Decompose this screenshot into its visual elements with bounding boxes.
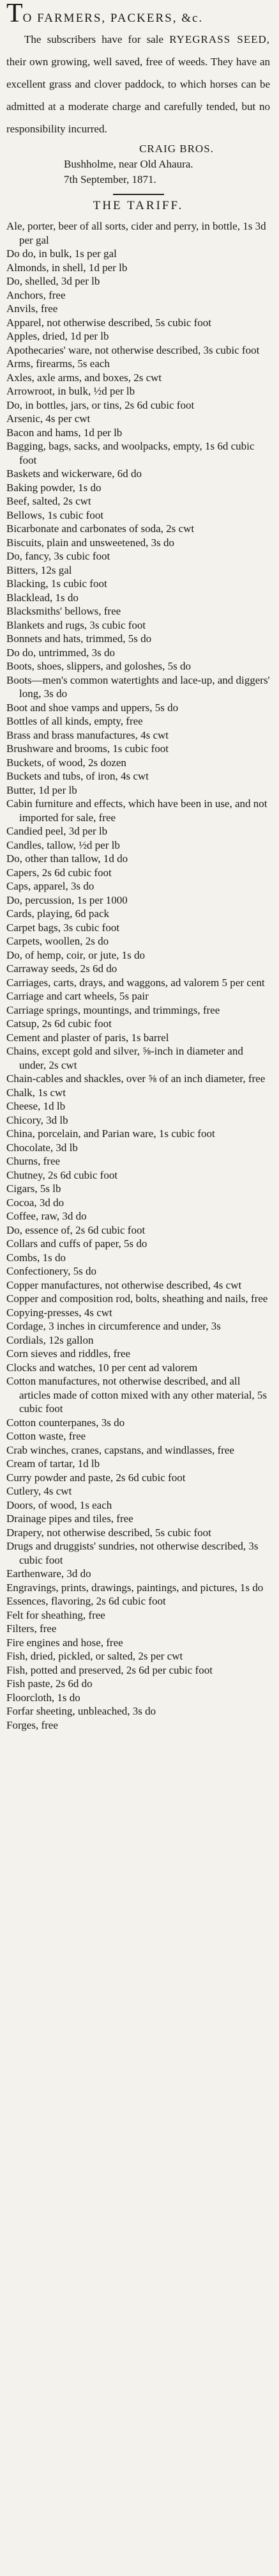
tariff-entry: Biscuits, plain and unsweetened, 3s do — [6, 536, 174, 549]
tariff-entry: Chain-cables and shackles, over ⅝ of an inch diameter, free — [6, 1072, 266, 1085]
tariff-entry: Candles, tallow, ½d per lb — [6, 838, 120, 851]
tariff-entry: Bottles of all kinds, empty, free — [6, 715, 143, 727]
tariff-entry: Drapery, not otherwise described, 5s cubic foot — [6, 1526, 211, 1539]
tariff-entry: Capers, 2s 6d cubic foot — [6, 866, 112, 879]
tariff-entry: Carpets, woollen, 2s do — [6, 935, 109, 947]
tariff-entry: Do, in bottles, jars, or tins, 2s 6d cubic foot — [6, 398, 195, 411]
tariff-entry: Do, shelled, 3d per lb — [6, 275, 100, 287]
tariff-entry: Fish, potted and preserved, 2s 6d per cubic foot — [6, 1663, 213, 1676]
tariff-entry: Clocks and watches, 10 per cent ad valorem — [6, 1361, 198, 1374]
tariff-entry: Engravings, prints, drawings, paintings, and pictures, 1s do — [6, 1581, 264, 1594]
tariff-entry: Felt for sheathing, free — [6, 1608, 105, 1621]
tariff-entry: Brushware and brooms, 1s cubic foot — [6, 742, 169, 755]
tariff-entry: Buckets and tubs, of iron, 4s cwt — [6, 770, 149, 782]
advert-body-rest: their own growing, well saved, free of weeds. They have an excellent grass and clover paddock, to which horses can be admitted at a moderate charge and carefully tended, but no responsibility incurred. — [6, 56, 270, 135]
tariff-entry: Almonds, in shell, 1d per lb — [6, 261, 128, 274]
tariff-entry: Chicory, 3d lb — [6, 1113, 68, 1126]
advert-body-caps: RYEGRASS SEED, — [169, 33, 270, 45]
tariff-entry: Combs, 1s do — [6, 1251, 66, 1264]
tariff-entry: Collars and cuffs of paper, 5s do — [6, 1237, 147, 1250]
tariff-entry: Cutlery, 4s cwt — [6, 1485, 72, 1497]
tariff-entry: Baking powder, 1s do — [6, 481, 102, 494]
tariff-entry: Fish, dried, pickled, or salted, 2s per cwt — [6, 1650, 183, 1662]
tariff-entry: Cream of tartar, 1d lb — [6, 1457, 100, 1470]
tariff-entry: Brass and brass manufactures, 4s cwt — [6, 728, 169, 741]
tariff-entry: Blankets and rugs, 3s cubic foot — [6, 618, 146, 631]
tariff-entry: Cheese, 1d lb — [6, 1100, 66, 1112]
advert-title-initial: T — [6, 0, 23, 28]
tariff-entry: Chalk, 1s cwt — [6, 1086, 66, 1099]
tariff-entry: Floorcloth, 1s do — [6, 1691, 80, 1704]
tariff-entry: Do, fancy, 3s cubic foot — [6, 550, 110, 562]
tariff-entry: Cocoa, 3d do — [6, 1196, 64, 1209]
tariff-entry: Arsenic, 4s per cwt — [6, 412, 91, 425]
tariff-entry: Apothecaries' ware, not otherwise described, 3s cubic foot — [6, 343, 260, 356]
tariff-entry: Fire engines and hose, free — [6, 1636, 123, 1649]
advert-body — [6, 28, 270, 140]
tariff-list — [6, 219, 270, 1732]
tariff-entry: Chutney, 2s 6d cubic foot — [6, 1168, 118, 1181]
tariff-entry: Copper and composition rod, bolts, sheathing and nails, free — [6, 1292, 268, 1305]
tariff-entry: Fish paste, 2s 6d do — [6, 1677, 93, 1690]
tariff-entry: Butter, 1d per lb — [6, 783, 77, 796]
tariff-entry: Anvils, free — [6, 302, 58, 315]
tariff-entry: Bicarbonate and carbonates of soda, 2s cwt — [6, 522, 195, 535]
advert-address: Bushholme, near Old Ahaura. — [64, 158, 193, 170]
tariff-entry: Arms, firearms, 5s each — [6, 357, 110, 370]
tariff-entry: Do, essence of, 2s 6d cubic foot — [6, 1223, 146, 1236]
tariff-entry: Carraway seeds, 2s 6d do — [6, 962, 117, 975]
tariff-entry: Cotton waste, free — [6, 1430, 86, 1442]
tariff-entry: Ale, porter, beer of all sorts, cider and perry, in bottle, 1s 3d per gal — [6, 220, 266, 246]
advert-firm: CRAIG BROS. — [139, 143, 214, 155]
tariff-entry: Coffee, raw, 3d do — [6, 1210, 87, 1222]
tariff-entry: Catsup, 2s 6d cubic foot — [6, 1017, 112, 1030]
advert-body-lead: The subscribers have for sale — [24, 33, 170, 45]
tariff-section — [6, 199, 270, 1732]
tariff-entry: Carriage springs, mountings, and trimmings, free — [6, 1003, 220, 1016]
tariff-entry: Do, other than tallow, 1d do — [6, 852, 128, 865]
tariff-entry: Cotton manufactures, not otherwise described, and all articles made of cotton mixed with any other material, 5s cubic foot — [6, 1375, 268, 1415]
tariff-entry: Do, of hemp, coir, or jute, 1s do — [6, 948, 145, 961]
tariff-entry: Earthenware, 3d do — [6, 1567, 91, 1580]
tariff-entry: Cement and plaster of paris, 1s barrel — [6, 1031, 169, 1044]
tariff-entry: Bagging, bags, sacks, and woolpacks, empty, 1s 6d cubic foot — [6, 440, 255, 466]
tariff-entry: Confectionery, 5s do — [6, 1265, 97, 1277]
tariff-entry: Bonnets and hats, trimmed, 5s do — [6, 632, 152, 645]
tariff-entry: Baskets and wickerware, 6d do — [6, 467, 142, 480]
advert-title — [6, 0, 270, 28]
tariff-entry: Bitters, 12s gal — [6, 563, 72, 576]
tariff-entry: Apparel, not otherwise described, 5s cubic foot — [6, 316, 212, 329]
tariff-entry: Caps, apparel, 3s do — [6, 880, 94, 892]
tariff-entry: Corn sieves and riddles, free — [6, 1347, 131, 1360]
advert-date: 7th September, 1871. — [64, 173, 156, 185]
tariff-entry: Boots, shoes, slippers, and goloshes, 5s do — [6, 660, 191, 672]
tariff-entry: China, porcelain, and Parian ware, 1s cubic foot — [6, 1127, 215, 1140]
tariff-entry: Chocolate, 3d lb — [6, 1141, 78, 1154]
tariff-entry: Crab winches, cranes, capstans, and windlasses, free — [6, 1443, 234, 1456]
tariff-entry: Do do, untrimmed, 3s do — [6, 646, 115, 659]
tariff-entry: Bacon and hams, 1d per lb — [6, 426, 123, 439]
tariff-entry: Cotton counterpanes, 3s do — [6, 1416, 125, 1429]
tariff-entry: Bellows, 1s cubic foot — [6, 508, 104, 521]
section-divider — [113, 194, 164, 195]
tariff-entry: Curry powder and paste, 2s 6d cubic foot — [6, 1471, 186, 1484]
tariff-entry: Doors, of wood, 1s each — [6, 1498, 112, 1511]
tariff-entry: Forfar sheeting, unbleached, 3s do — [6, 1705, 156, 1717]
tariff-entry: Beef, salted, 2s cwt — [6, 495, 91, 507]
tariff-entry: Carriages, carts, drays, and waggons, ad valorem 5 per cent — [6, 976, 265, 989]
tariff-entry: Cabin furniture and effects, which have been in use, and not imported for sale, free — [6, 797, 268, 824]
tariff-entry: Blacklead, 1s do — [6, 591, 79, 604]
tariff-title: THE TARIFF. — [93, 199, 184, 212]
tariff-entry: Boot and shoe vamps and uppers, 5s do — [6, 701, 179, 714]
tariff-entry: Copper manufactures, not otherwise described, 4s cwt — [6, 1278, 242, 1291]
advert-title-rest: O FARMERS, PACKERS, &c. — [22, 12, 204, 25]
advertisement — [6, 0, 270, 187]
tariff-entry: Copying-presses, 4s cwt — [6, 1306, 112, 1319]
tariff-entry: Cigars, 5s lb — [6, 1182, 61, 1195]
tariff-entry: Cards, playing, 6d pack — [6, 907, 109, 920]
tariff-entry: Forges, free — [6, 1718, 58, 1731]
tariff-entry: Arrowroot, in bulk, ½d per lb — [6, 385, 135, 397]
tariff-entry: Drainage pipes and tiles, free — [6, 1512, 133, 1525]
tariff-entry: Carpet bags, 3s cubic foot — [6, 921, 120, 934]
tariff-entry: Churns, free — [6, 1155, 61, 1167]
tariff-entry: Essences, flavoring, 2s 6d cubic foot — [6, 1595, 166, 1607]
tariff-entry: Filters, free — [6, 1622, 57, 1635]
tariff-entry: Boots—men's common watertights and lace-up, and diggers' long, 3s do — [6, 673, 270, 700]
tariff-entry: Apples, dried, 1d per lb — [6, 330, 109, 342]
tariff-entry: Blacking, 1s cubic foot — [6, 577, 107, 590]
tariff-entry: Candied peel, 3d per lb — [6, 825, 108, 837]
tariff-entry: Cordials, 12s gallon — [6, 1333, 94, 1346]
tariff-entry: Blacksmiths' bellows, free — [6, 605, 121, 617]
tariff-entry: Axles, axle arms, and boxes, 2s cwt — [6, 371, 162, 384]
tariff-entry: Drugs and druggists' sundries, not otherwise described, 3s cubic foot — [6, 1540, 259, 1566]
tariff-entry: Buckets, of wood, 2s dozen — [6, 756, 126, 769]
tariff-entry: Carriage and cart wheels, 5s pair — [6, 990, 149, 1002]
tariff-entry: Anchors, free — [6, 288, 66, 301]
advert-signature — [6, 141, 270, 187]
tariff-entry: Cordage, 3 inches in circumference and under, 3s — [6, 1320, 221, 1332]
tariff-entry: Chains, except gold and silver, ⅝-inch in diameter and under, 2s cwt — [6, 1045, 243, 1071]
tariff-entry: Do, percussion, 1s per 1000 — [6, 893, 128, 906]
tariff-entry: Do do, in bulk, 1s per gal — [6, 247, 117, 260]
